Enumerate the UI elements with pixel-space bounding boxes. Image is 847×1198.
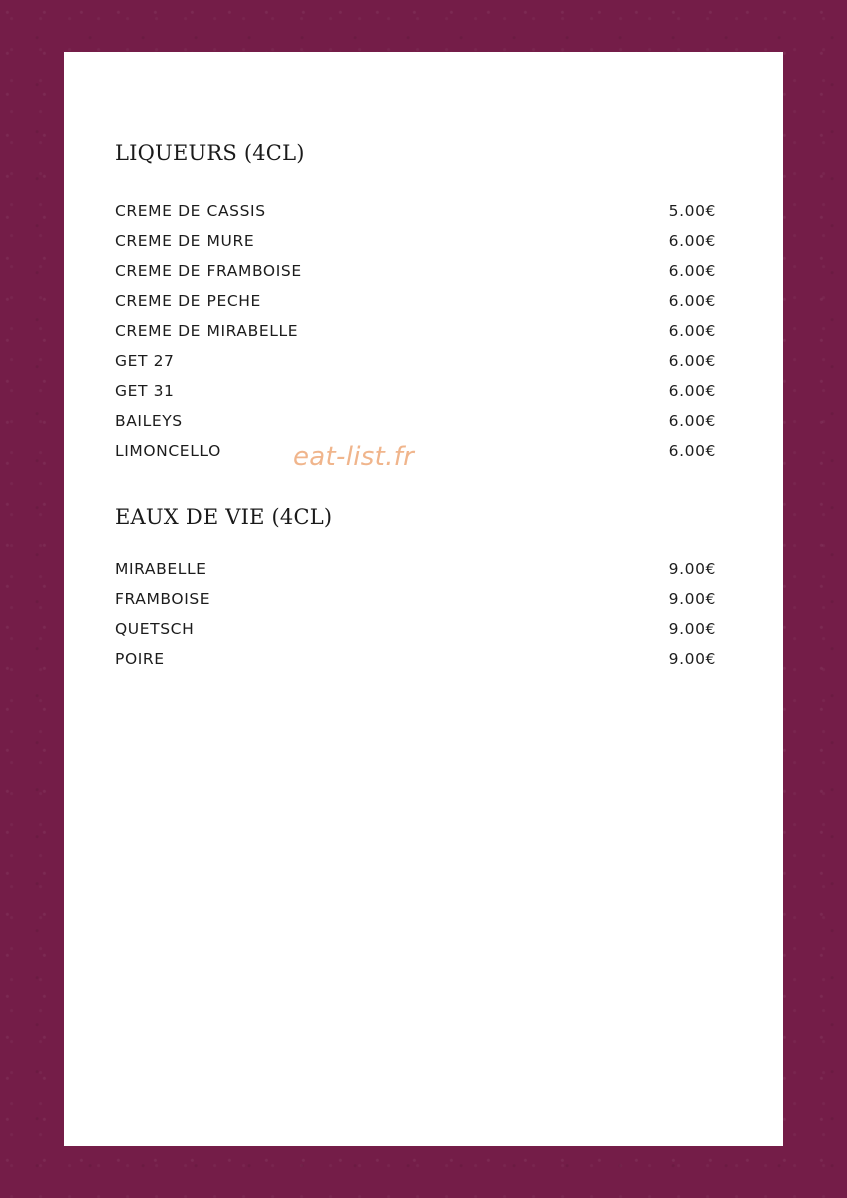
item-price: 9.00€ <box>668 650 716 668</box>
menu-item-list <box>115 196 716 466</box>
menu-item-list <box>115 554 716 674</box>
item-price: 6.00€ <box>668 382 716 400</box>
section-title: LIQUEURS (4CL) <box>115 141 305 165</box>
item-name: CREME DE FRAMBOISE <box>115 262 302 280</box>
menu-item <box>115 436 716 466</box>
item-price: 6.00€ <box>668 262 716 280</box>
item-name: CREME DE MIRABELLE <box>115 322 299 340</box>
menu-item <box>115 346 716 376</box>
item-name: POIRE <box>115 650 165 668</box>
watermark: eat-list.fr <box>293 442 415 472</box>
menu-item <box>115 376 716 406</box>
item-price: 6.00€ <box>668 232 716 250</box>
section-title: EAUX DE VIE (4CL) <box>115 505 333 529</box>
menu-item <box>115 316 716 346</box>
item-name: GET 31 <box>115 382 175 400</box>
item-name: QUETSCH <box>115 620 195 638</box>
item-price: 6.00€ <box>668 352 716 370</box>
item-name: FRAMBOISE <box>115 590 211 608</box>
item-price: 6.00€ <box>668 292 716 310</box>
menu-item <box>115 286 716 316</box>
menu-item <box>115 196 716 226</box>
item-price: 5.00€ <box>668 202 716 220</box>
item-price: 9.00€ <box>668 590 716 608</box>
item-price: 9.00€ <box>668 560 716 578</box>
item-name: MIRABELLE <box>115 560 207 578</box>
menu-item <box>115 584 716 614</box>
item-name: LIMONCELLO <box>115 442 221 460</box>
item-price: 6.00€ <box>668 412 716 430</box>
section-eaux-de-vie <box>115 502 716 674</box>
section-liqueurs <box>115 138 716 466</box>
menu-item <box>115 554 716 584</box>
item-name: GET 27 <box>115 352 175 370</box>
item-price: 6.00€ <box>668 322 716 340</box>
item-name: BAILEYS <box>115 412 183 430</box>
menu-page <box>64 52 783 1146</box>
menu-item <box>115 256 716 286</box>
item-price: 6.00€ <box>668 442 716 460</box>
menu-item <box>115 644 716 674</box>
menu-item <box>115 226 716 256</box>
menu-item <box>115 406 716 436</box>
item-name: CREME DE PECHE <box>115 292 261 310</box>
item-name: CREME DE MURE <box>115 232 255 250</box>
item-name: CREME DE CASSIS <box>115 202 266 220</box>
item-price: 9.00€ <box>668 620 716 638</box>
menu-item <box>115 614 716 644</box>
